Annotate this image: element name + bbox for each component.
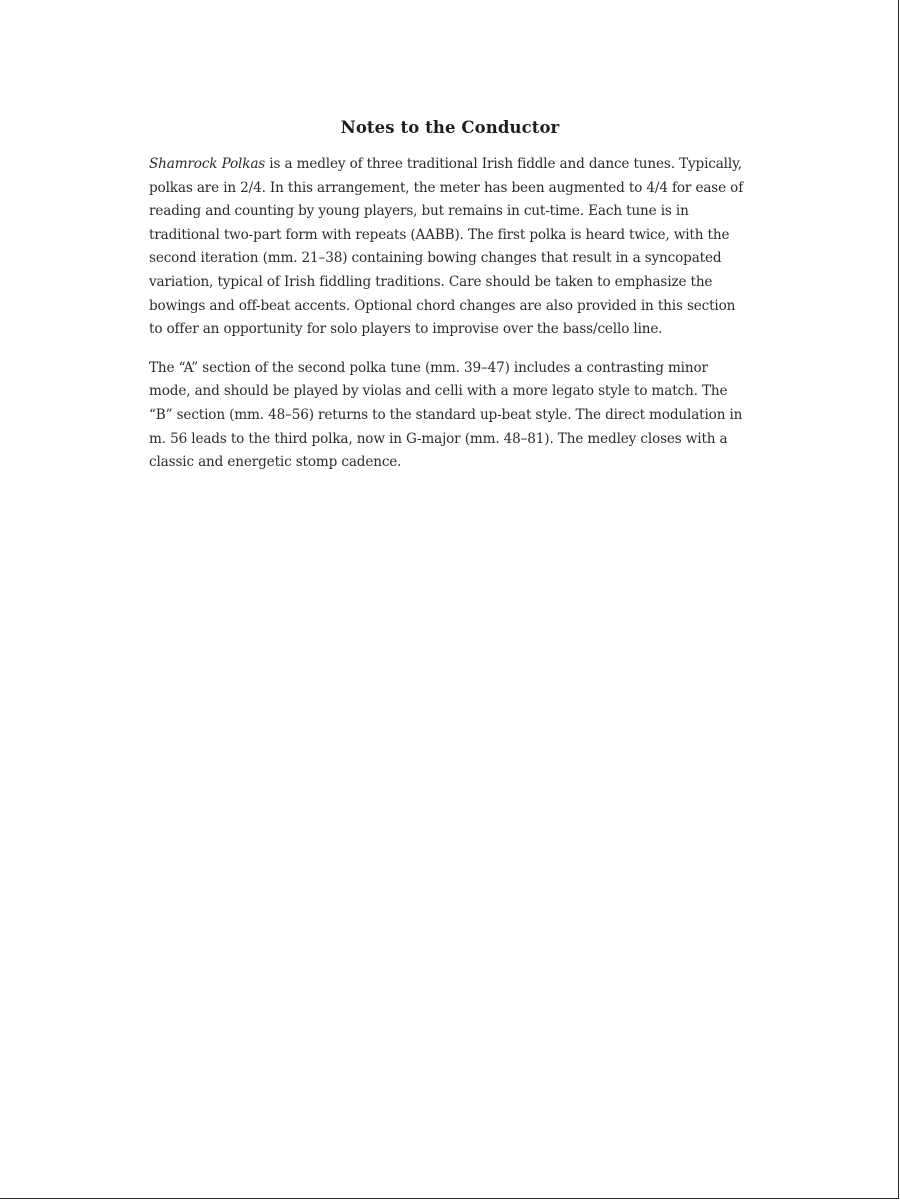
document-content: [149, 118, 751, 490]
paragraph-2: [149, 357, 751, 475]
work-title-italic: Shamrock Polkas: [149, 156, 266, 172]
paragraph-1-text: is a medley of three traditional Irish fiddle and dance tunes. Typically, polkas are in 2/4. In this arrangement, the meter has been augmented to 4/4 for ease of reading and counting by young players, but remains in cut-time. Each tune is in traditional two-part form with repeats (AABB). The first polka is heard twice, with the second iteration (mm. 21–38) containing bowing changes that result in a syncopated variation, typical of Irish fiddling traditions. Care should be taken to emphasize the bowings and off-beat accents. Optional chord changes are also provided in this section to offer an opportunity for solo players to improvise over the bass/cello line.: [149, 156, 744, 338]
paragraph-2-text: The “A” section of the second polka tune (mm. 39–47) includes a contrasting minor mode, and should be played by violas and celli with a more legato style to match. The “B” section (mm. 48–56) returns to the standard up-beat style. The direct modulation in m. 56 leads to the third polka, now in G-major (mm. 48–81). The medley closes with a classic and energetic stomp cadence.: [149, 359, 743, 471]
paragraph-1: [149, 153, 751, 342]
page-title: Notes to the Conductor: [340, 118, 560, 137]
